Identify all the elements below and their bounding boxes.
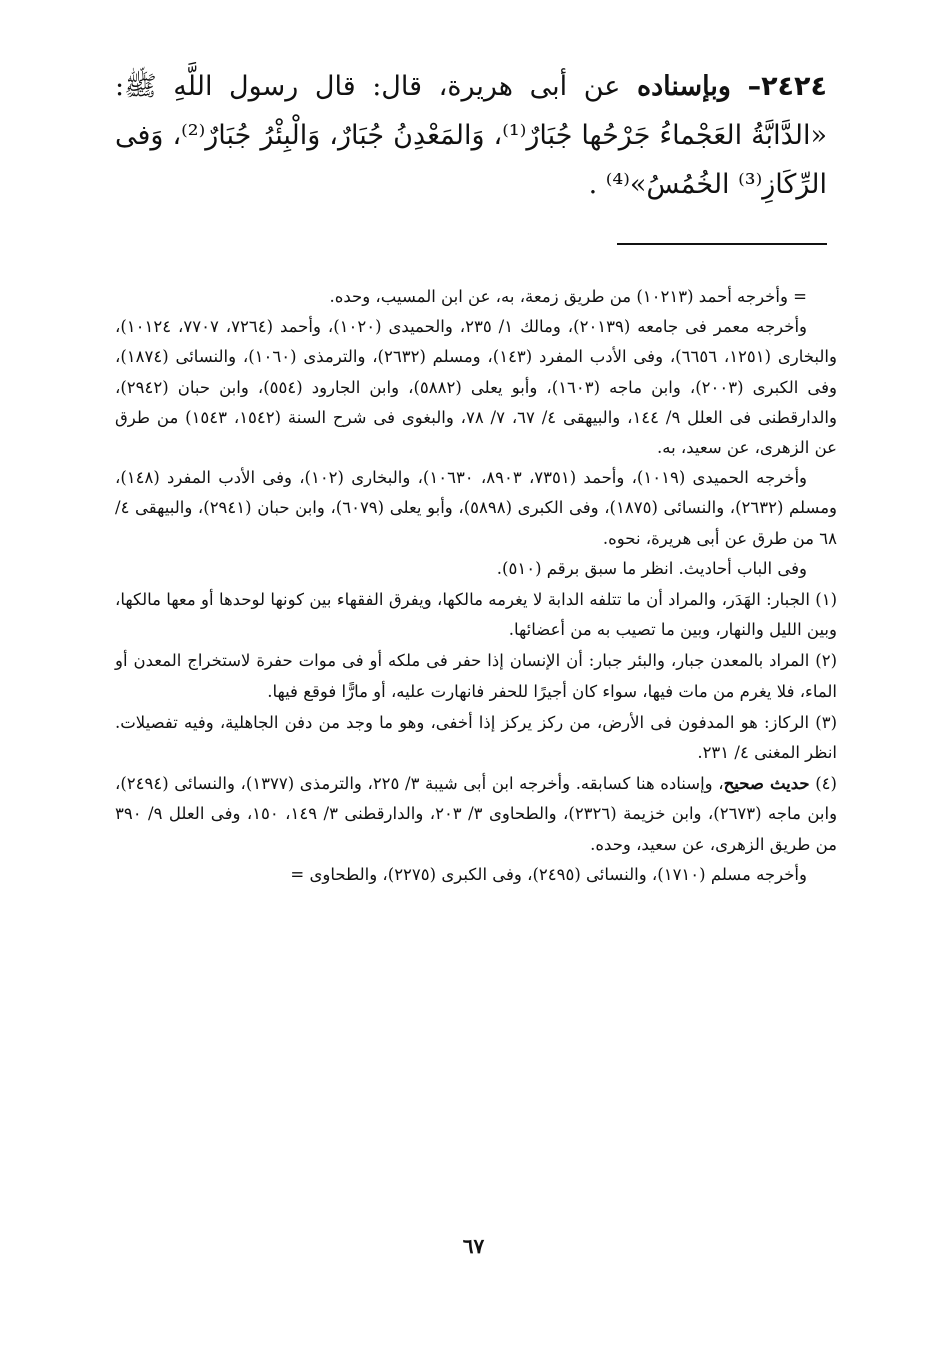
footnote-4-continuation: وأخرجه مسلم (١٧١٠)، والنسائى (٢٤٩٥)، وفى الكبرى (٢٢٧٥)، والطحاوى = <box>290 864 807 884</box>
footnotes <box>115 282 837 890</box>
footnote-2: (٢) المراد بالمعدن جبار، والبئر جبار: أن الإنسان إذا حفر فى ملكه أو فى موات حفرة لاستخراج المعدن أو الماء، فلا يغرم من مات فيها، سواء كان أجيرًا للحفر فانهارت عليه، أو مارًّا فوقع فيها. <box>115 651 837 701</box>
isnad-text: عن أبى هريرة، قال: قال رسول اللَّهِ ﷺ: <box>115 71 621 102</box>
note-paragraph-2: وأخرجه الحميدى (١٠١٩)، وأحمد (٧٣٥١، ٨٩٠٣، ١٠٦٣٠)، والبخارى (١٠٢)، وفى الأدب المفرد (١٤٨)، ومسلم (٢٦٣٢)، والنسائى (١٨٧٥)، وفى الكبرى (٥٨٩٨)، وأبو يعلى (٦٠٧٩)، وابن حبان (٢٩٤١)، والبيهقى ٤/ ٦٨ من طرق عن أبى هريرة، نحوه. <box>115 468 838 548</box>
matn-text: «الدَّابَّةُ العَجْماءُ جَرْحُها جُبَارٌ⁽¹⁾، وَالمَعْدِنُ جُبَارٌ، وَالْبِئْرُ جُبَارٌ⁽²⁾، وَفى الرِّكَازِ⁽³⁾ الخُمُسُ»⁽⁴⁾ . <box>115 120 827 200</box>
hadith-number: ٢٤٢٤– <box>747 71 827 102</box>
footnote-4-grade: حديث صحيح <box>723 774 810 794</box>
note-paragraph-3: وفى الباب أحاديث. انظر ما سبق برقم (٥١٠). <box>496 558 807 578</box>
footnote-4-text: ، وإسناده هنا كسابقه. وأخرجه ابن أبى شيبة ٣/ ٢٢٥، والترمذى (١٣٧٧)، والنسائى (٢٤٩٤)، وابن ماجه (٢٦٧٣)، وابن خزيمة (٢٣٢٦)، والطحاوى ٣/ ٢٠٣، والدارقطنى ٣/ ١٤٩، ١٥٠، وفى العلل ٩/ ٣٩٠ من طريق الزهرى، عن سعيد، وحده. <box>115 774 838 854</box>
footnote-4 <box>115 769 837 860</box>
footnote-3: (٣) الركاز: هو المدفون فى الأرض، من ركز يركز إذا أخفى، وهو ما وجد من دفن الجاهلية، وفيه تفصيلات. انظر المغنى ٤/ ٢٣١. <box>115 712 837 763</box>
page-number: ٦٧ <box>462 1234 485 1258</box>
footnote-separator <box>617 243 827 245</box>
footnote-4-number: (٤) <box>815 774 837 794</box>
footnote-1: (١) الجبار: الهَدَر، والمراد أن ما تتلفه الدابة لا يغرمه مالكها، ويفرق الفقهاء بين كونها لوحدها أو معها مالكها، وبين الليل والنهار، وبين ما تصيب به من أعضائها. <box>115 590 837 640</box>
isnad-keyword: وبإسناده <box>637 71 731 102</box>
note-paragraph-1: وأخرجه معمر فى جامعه (٢٠١٣٩)، ومالك ١/ ٢٣٥، والحميدى (١٠٢٠)، وأحمد (٧٢٦٤، ٧٧٠٧، ١٠١٢٤)، والبخارى (١٢٥١، ٦٦٥٦)، وفى الأدب المفرد (١٤٣)، ومسلم (٢٦٣٢)، والترمذى (١٠٦٠)، والنسائى (١٨٧٤)، وفى الكبرى (٢٠٠٣)، وابن ماجه (١٦٠٣)، وأبو يعلى (٥٨٨٢)، وابن الجارود (٥٥٤)، وابن حبان (٢٩٤٢)، والدارقطنى فى العلل ٩/ ١٤٤، والبيهقى ٤/ ٦٧، ٧/ ٧٨، والبغوى فى شرح السنة (١٥٤٢، ١٥٤٣) من طرق عن الزهرى، عن سعيد، به. <box>115 317 837 458</box>
hadith-text <box>115 62 827 209</box>
note-continuation: = وأخرجه أحمد (١٠٢١٣) من طريق زمعة، به، عن ابن المسيب، وحده. <box>329 287 807 306</box>
